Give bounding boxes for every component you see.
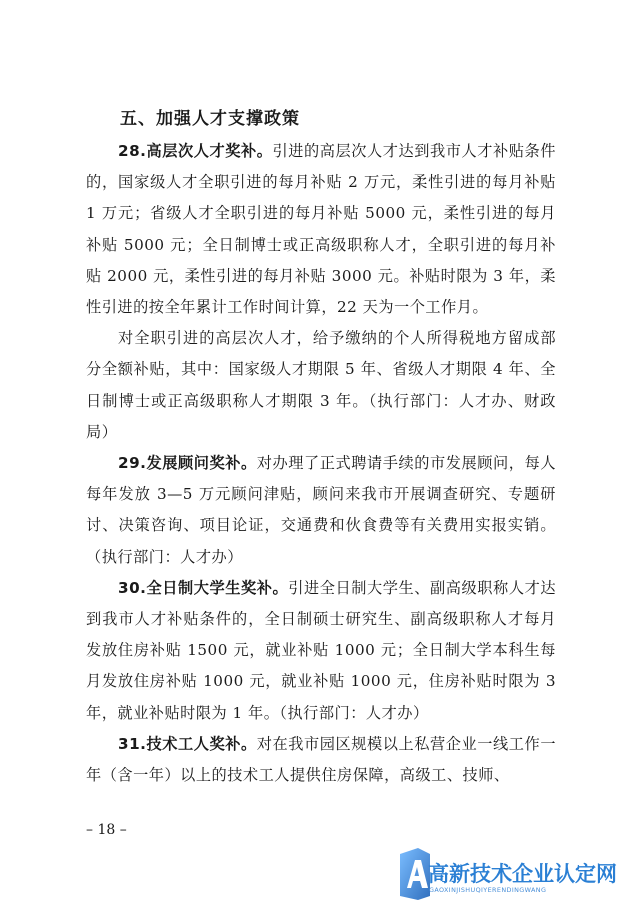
paragraph-advisor-subsidy xyxy=(86,448,556,573)
watermark-title: 高新技术企业认定网 xyxy=(428,862,617,886)
paragraph-lead: 30.全日制大学生奖补。 xyxy=(118,578,289,597)
site-watermark xyxy=(396,846,640,906)
paragraph-lead: 31.技术工人奖补。 xyxy=(118,734,257,753)
paragraph-lead: 28.高层次人才奖补。 xyxy=(118,142,273,160)
watermark-subtitle: GAOXINJISHUQIYERENDINGWANG xyxy=(429,886,547,894)
paragraph-text: 引进的高层次人才达到我市人才补贴条件的，国家级人才全职引进的每月补贴 2 万元，柔性引进的每月补贴 1 万元；省级人才全职引进的每月补贴 5000 元，柔性引进的每月补贴 5000 元；全日制博士或正高级职称人才，全职引进的每月补贴 2000 元，柔性引进的每月补贴 3000 元。补贴时限为 3 年，柔性引进的按全年累计工作时间计算，22 天为一个工作月。 xyxy=(86,142,556,317)
paragraph-talent-subsidy xyxy=(86,136,556,323)
paragraph-text: 引进全日制大学生、副高级职称人才达到我市人才补贴条件的，全日制硕士研究生、副高级职称人才每月发放住房补贴 1500 元，就业补贴 1000 元；全日制大学本科生每月发放住房补贴 1000 元，就业补贴 1000 元，住房补贴时限为 3 年，就业补贴时限为 1 年。（执行部门：人才办） xyxy=(86,578,557,722)
paragraph-technician-subsidy xyxy=(86,729,556,791)
paragraph-tax-subsidy xyxy=(86,323,556,448)
paragraph-lead: 29.发展顾问奖补。 xyxy=(118,454,257,473)
paragraph-text: 对在我市园区规模以上私营企业一线工作一年（含一年）以上的技术工人提供住房保障，高级工、技师、 xyxy=(86,734,557,785)
section-heading: 五、加强人才支撑政策 xyxy=(120,109,300,129)
body-text xyxy=(86,136,556,791)
page-number: – 18 – xyxy=(86,822,127,838)
paragraph-text: 对办理了正式聘请手续的市发展顾问，每人每年发放 3—5 万元顾问津贴，顾问来我市开展调查研究、专题研讨、决策咨询、项目论证，交通费和伙食费等有关费用实报实销。（执行部门：人才办） xyxy=(86,454,557,566)
paragraph-text: 对全职引进的高层次人才，给予缴纳的个人所得税地方留成部分全额补贴，其中：国家级人才期限 5 年、省级人才期限 4 年、全日制博士或正高级职称人才期限 3 年。（执行部门：人才办、财政局） xyxy=(86,329,556,441)
paragraph-graduate-subsidy xyxy=(86,573,556,729)
